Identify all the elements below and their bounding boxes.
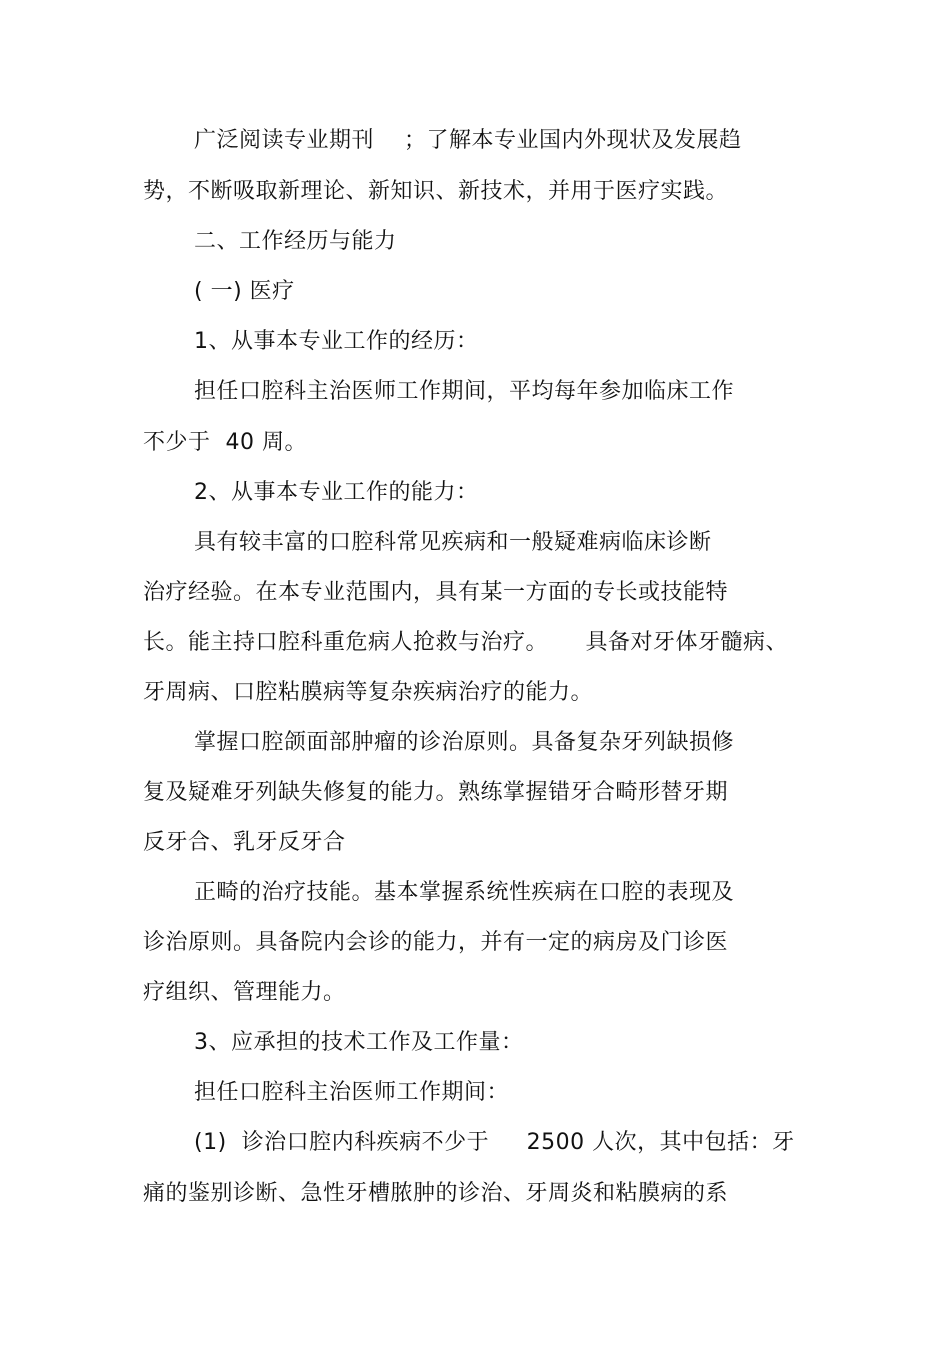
text-line: 具有较丰富的口腔科常见疾病和一般疑难病临床诊断 [194, 530, 712, 555]
text-line: 广泛阅读专业期刊 ；了解本专业国内外现状及发展趋 [194, 128, 742, 153]
text-line: 势，不断吸取新理论、新知识、新技术，并用于医疗实践。 [143, 179, 729, 204]
item-heading: 1、从事本专业工作的经历： [194, 329, 479, 354]
text-line: (1) 诊治口腔内科疾病不少于 2500 人次，其中包括：牙 [194, 1130, 795, 1155]
section-heading: 二、工作经历与能力 [194, 229, 397, 254]
text-line: 掌握口腔颌面部肿瘤的诊治原则。具备复杂牙列缺损修 [194, 730, 735, 755]
text-line: 担任口腔科主治医师工作期间： [194, 1080, 510, 1105]
text-line: 长。能主持口腔科重危病人抢救与治疗。 具备对牙体牙髓病、 [143, 630, 788, 655]
text-line: 复及疑难牙列缺失修复的能力。熟练掌握错牙合畸形替牙期 [143, 780, 729, 805]
text-line: 正畸的治疗技能。基本掌握系统性疾病在口腔的表现及 [194, 880, 735, 905]
item-heading: 2、从事本专业工作的能力： [194, 480, 479, 505]
text-line: 不少于 40 周。 [143, 430, 307, 455]
text-line: 疗组织、管理能力。 [143, 980, 346, 1005]
text-line: 反牙合、乳牙反牙合 [143, 830, 346, 855]
subsection-heading: ( 一) 医疗 [194, 279, 295, 304]
text-line: 诊治原则。具备院内会诊的能力，并有一定的病房及门诊医 [143, 930, 729, 955]
text-line: 牙周病、口腔粘膜病等复杂疾病治疗的能力。 [143, 680, 594, 705]
item-heading: 3、应承担的技术工作及工作量： [194, 1030, 524, 1055]
text-line: 痛的鉴别诊断、急性牙槽脓肿的诊治、牙周炎和粘膜病的系 [143, 1181, 729, 1206]
text-line: 治疗经验。在本专业范围内，具有某一方面的专长或技能特 [143, 580, 729, 605]
text-line: 担任口腔科主治医师工作期间，平均每年参加临床工作 [194, 379, 735, 404]
